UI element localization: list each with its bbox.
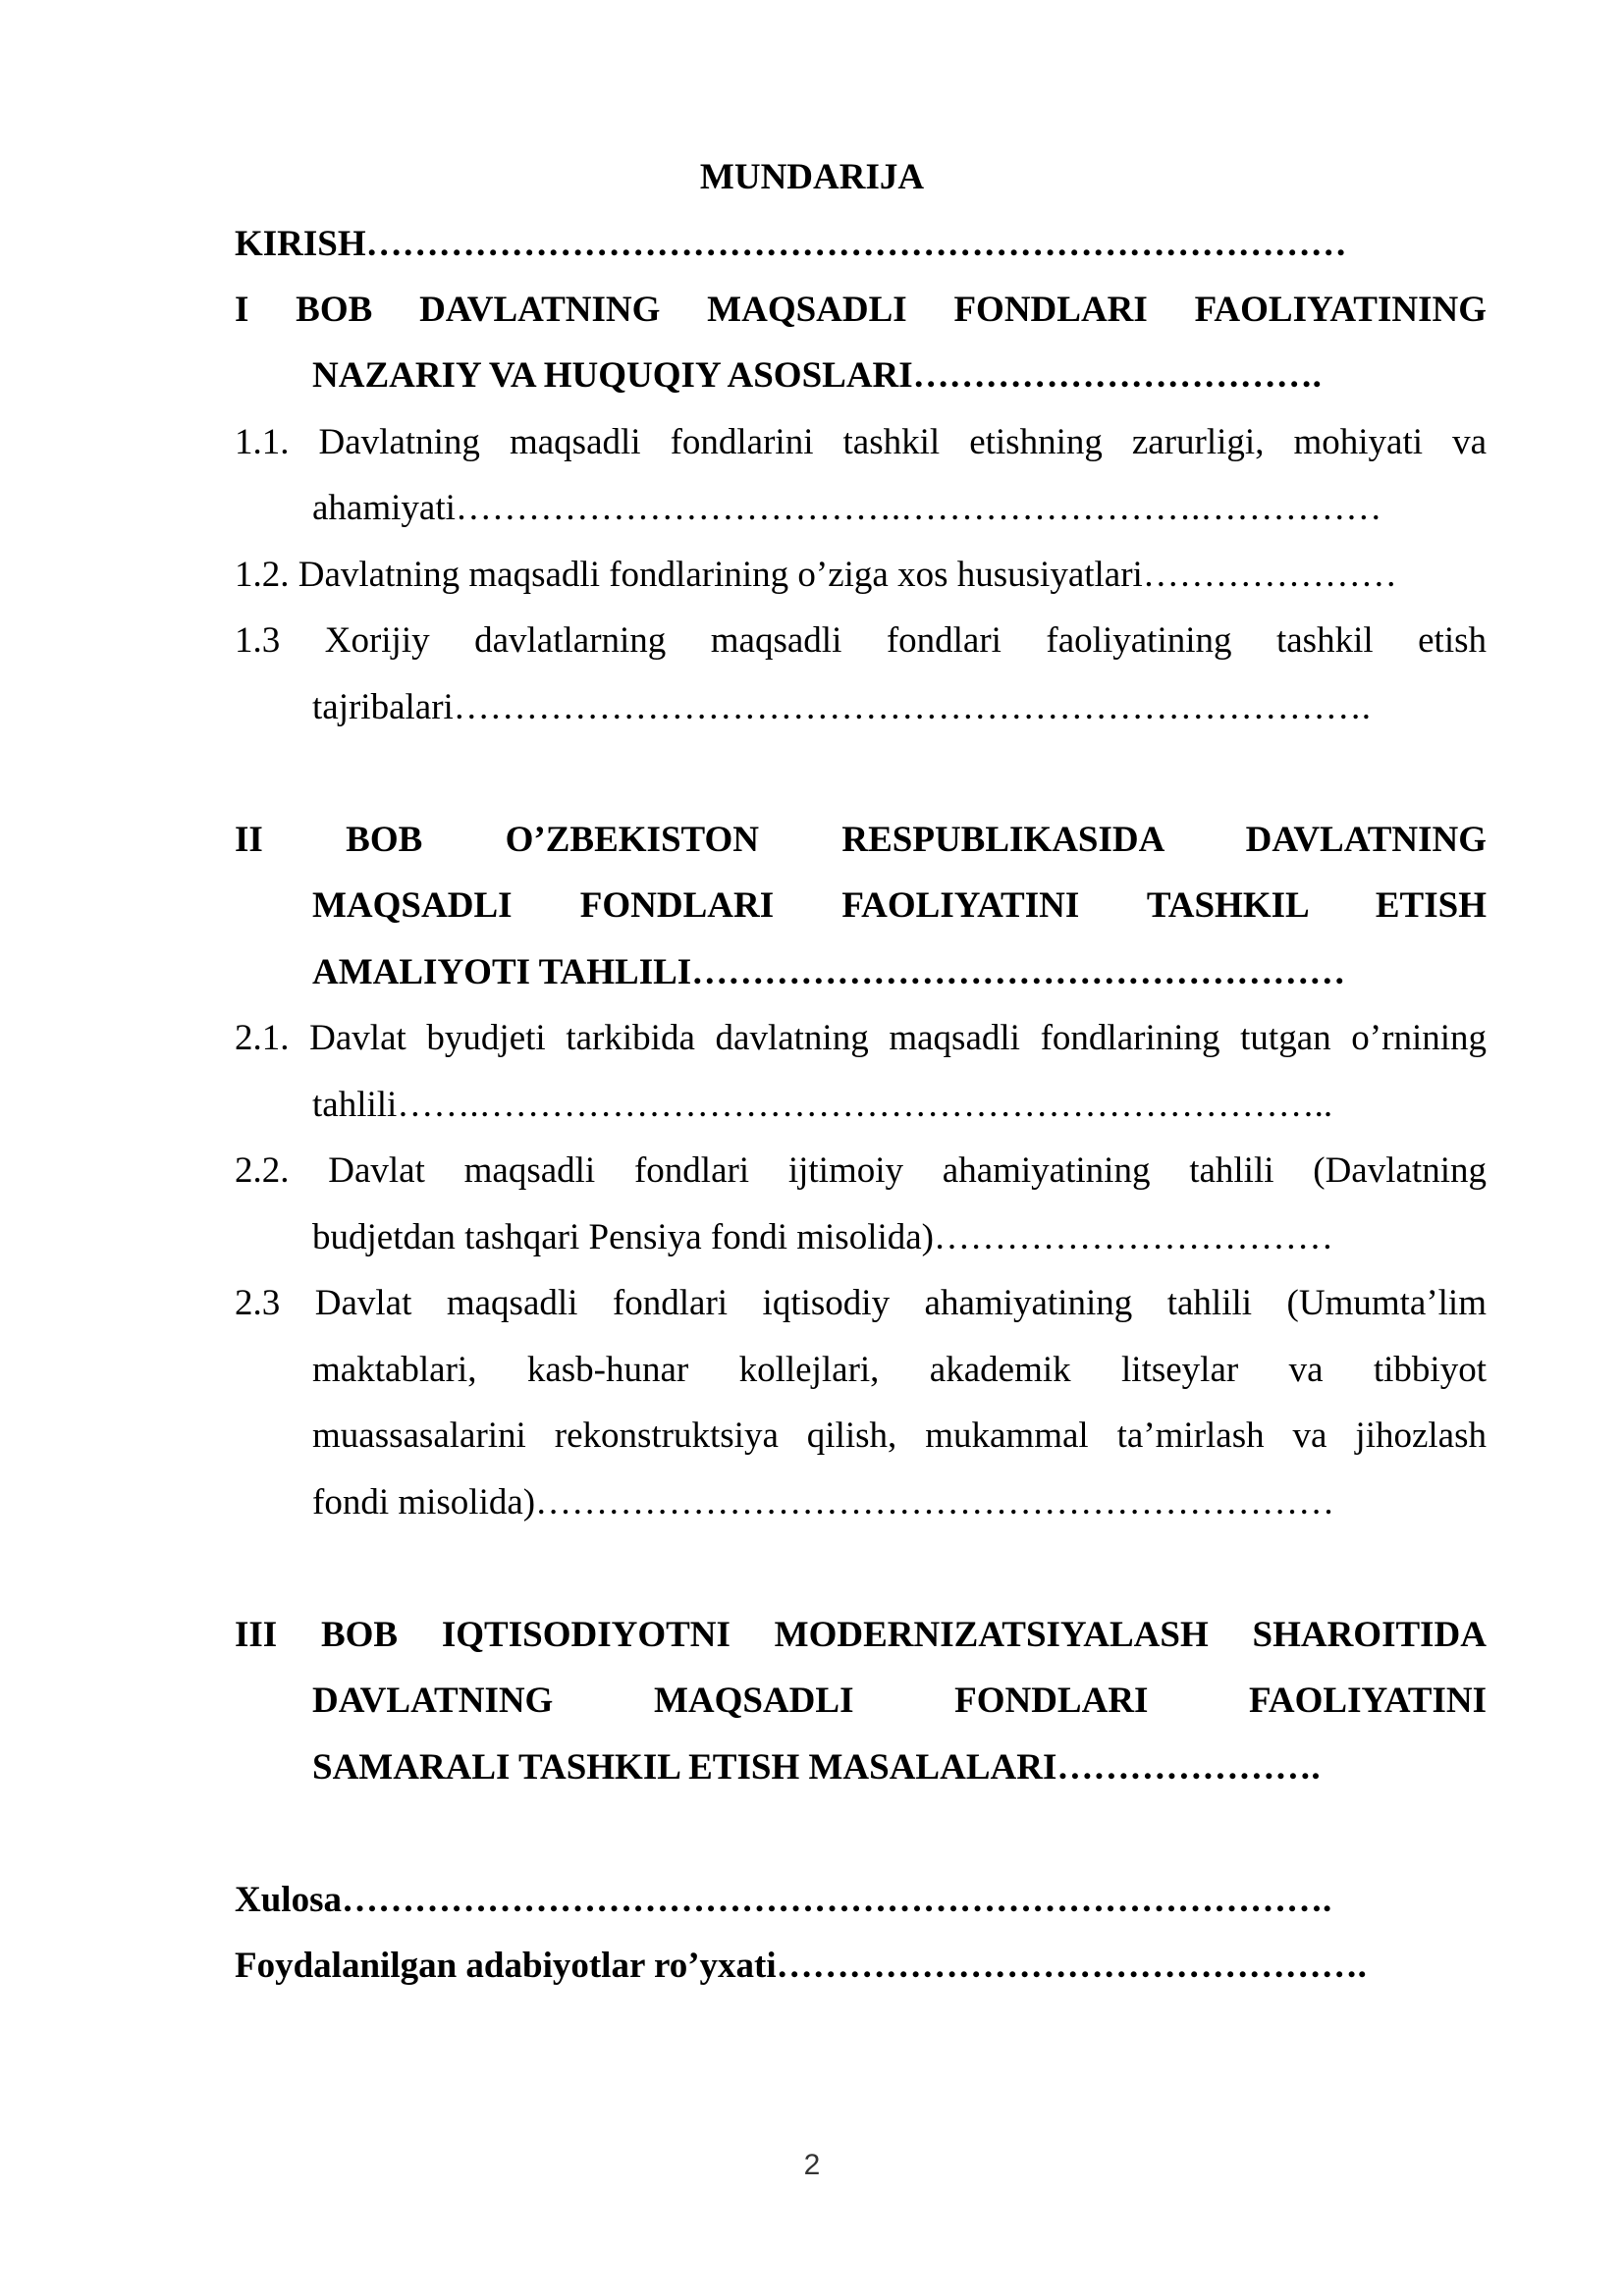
toc-chapter-1-line-2: NAZARIY VA HUQUQIY ASOSLARI…………………………….	[312, 355, 1322, 396]
toc-section-2-3-line-1: 2.3 Davlat maqsadli fondlari iqtisodiy ahamiyatining tahlili (Umumta’lim	[235, 1283, 1487, 1323]
toc-section-1-3-line-2: tajribalari………………………………………………………………….	[312, 687, 1372, 727]
toc-section-2-3-line-3: muassasalarini rekonstruktsiya qilish, mukammal ta’mirlash va jihozlash	[312, 1415, 1487, 1456]
toc-section-1-1-line-1: 1.1. Davlatning maqsadli fondlarini tashkil etishning zarurligi, mohiyati va	[235, 422, 1487, 462]
toc-chapter-1-line-1: I BOB DAVLATNING MAQSADLI FONDLARI FAOLIYATINING	[235, 290, 1487, 330]
toc-section-2-3-line-2: maktablari, kasb-hunar kollejlari, akademik litseylar va tibbiyot	[312, 1350, 1487, 1390]
toc-chapter-3-line-1: III BOB IQTISODIYOTNI MODERNIZATSIYALASH SHAROITIDA	[235, 1615, 1487, 1655]
toc-section-1-1-line-2: ahamiyati……………………………….…………………….……………	[312, 488, 1382, 528]
toc-section-1-2-line-1: 1.2. Davlatning maqsadli fondlarining o’ziga xos hususiyatlari…………………	[235, 555, 1397, 595]
toc-chapter-2-line-1: II BOB O’ZBEKISTON RESPUBLIKASIDA DAVLATNING	[235, 820, 1487, 860]
toc-entry-kirish: KIRISH………………………………………………………………………	[235, 224, 1347, 264]
toc-section-2-2-line-2: budjetdan tashqari Pensiya fondi misolida)……………………………	[312, 1217, 1333, 1257]
toc-chapter-3-line-3: SAMARALI TASHKIL ETISH MASALALARI………………….	[312, 1747, 1321, 1788]
toc-chapter-3-line-2: DAVLATNING MAQSADLI FONDLARI FAOLIYATINI	[312, 1681, 1487, 1721]
page-number: 2	[803, 2149, 821, 2181]
toc-section-2-1-line-1: 2.1. Davlat byudjeti tarkibida davlatning maqsadli fondlarining tutgan o’rnining	[235, 1018, 1487, 1058]
toc-entry-references: Foydalanilgan adabiyotlar ro’yxati………………………………………….	[235, 1946, 1367, 1986]
toc-section-1-3-line-1: 1.3 Xorijiy davlatlarning maqsadli fondlari faoliyatining tashkil etish	[235, 620, 1487, 661]
toc-entry-xulosa: Xulosa……………………………………………………………………….	[235, 1880, 1332, 1920]
toc-section-2-1-line-2: tahlili…….……………………………………………………………..	[312, 1085, 1333, 1125]
toc-title: MUNDARIJA	[699, 157, 925, 197]
toc-section-2-3-line-4: fondi misolida)…………………………………………………………	[312, 1482, 1335, 1522]
toc-chapter-2-line-2: MAQSADLI FONDLARI FAOLIYATINI TASHKIL ETISH	[312, 885, 1487, 926]
toc-chapter-2-line-3: AMALIYOTI TAHLILI………………………………………………	[312, 952, 1346, 992]
toc-section-2-2-line-1: 2.2. Davlat maqsadli fondlari ijtimoiy ahamiyatining tahlili (Davlatning	[235, 1150, 1487, 1191]
